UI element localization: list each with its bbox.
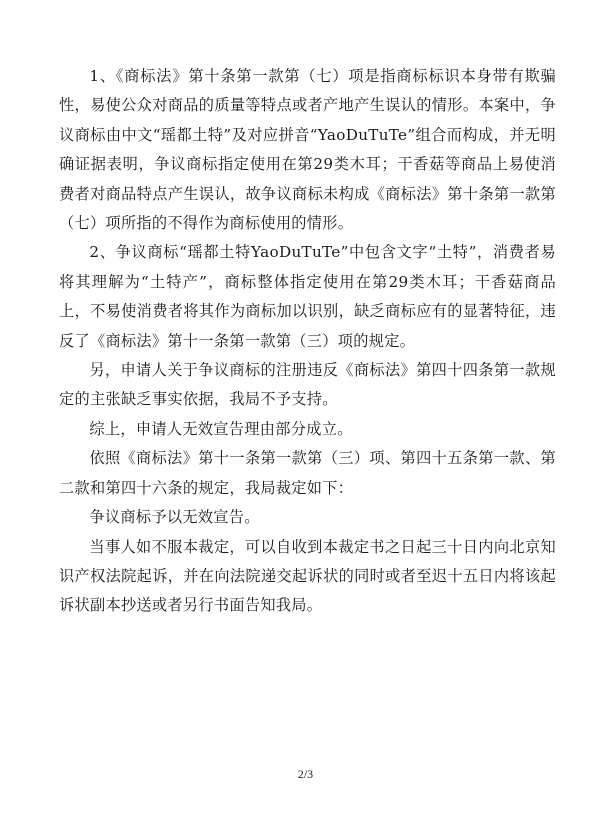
paragraph-article-10-analysis: 1、《商标法》第十条第一款第（七）项是指商标标识本身带有欺骗性，易使公众对商品的质量等特点或者产地产生误认的情形。本案中，争议商标由中文“瑶都土特”及对应拼音“YaoDuTuTe”组合而构成，并无明确证据表明，争议商标指定使用在第29类木耳；干香菇等商品上易使消费者对商品特点产生误认，故争议商标未构成《商标法》第十条第一款第（七）项所指的不得作为商标使用的情形。 — [59, 67, 556, 233]
paragraph-appeal-notice: 当事人如不服本裁定，可以自收到本裁定书之日起三十日内向北京知识产权法院起诉，并在向法院递交起诉状的同时或者至迟十五日内将该起诉状副本抄送或者另行书面告知我局。 — [59, 537, 556, 615]
page-number: 2/3 — [297, 767, 314, 781]
paragraph-legal-basis: 依照《商标法》第十一条第一款第（三）项、第四十五条第一款、第二款和第四十六条的规定，我局裁定如下： — [59, 449, 556, 497]
document-body — [59, 62, 556, 621]
paragraph-summary: 综上，申请人无效宣告理由部分成立。 — [89, 419, 353, 438]
paragraph-article-44-claim: 另，申请人关于争议商标的注册违反《商标法》第四十四条第一款规定的主张缺乏事实依据，我局不予支持。 — [59, 361, 556, 409]
paragraph-article-11-analysis: 2、争议商标“瑶都土特YaoDuTuTe”中包含文字“土特”，消费者易将其理解为“土特产”，商标整体指定使用在第29类木耳；干香菇商品上，不易使消费者将其作为商标加以识别，缺乏商标应有的显著特征，违反了《商标法》第十一条第一款第（三）项的规定。 — [59, 243, 556, 350]
paragraph-ruling: 争议商标予以无效宣告。 — [89, 508, 260, 527]
